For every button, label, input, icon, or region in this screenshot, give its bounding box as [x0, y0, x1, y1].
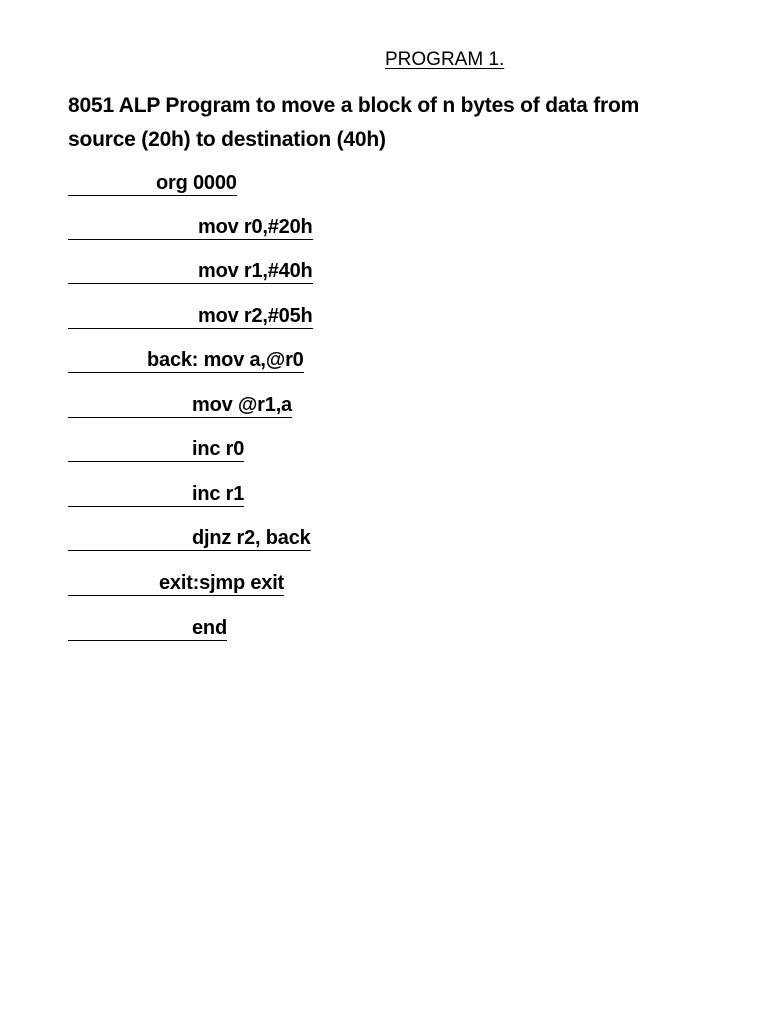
code-line — [68, 570, 284, 596]
program-title — [68, 89, 748, 157]
code-line-text: inc r0 — [192, 438, 245, 460]
code-line — [68, 436, 244, 462]
code-line — [68, 347, 304, 373]
underline-blank — [68, 170, 156, 196]
underline-blank — [68, 481, 192, 507]
underline-blank — [68, 258, 198, 284]
underline-blank — [68, 392, 192, 418]
underline-blank — [68, 347, 147, 373]
underline-blank — [68, 303, 198, 329]
underline-blank — [68, 615, 192, 641]
program-title-line: source (20h) to destination (40h) — [68, 128, 386, 151]
code-line — [68, 214, 313, 240]
code-line — [68, 303, 313, 329]
code-line-text: back: mov a,@r0 — [147, 349, 304, 371]
code-line-text: mov r2,#05h — [198, 305, 313, 327]
code-line-text: org 0000 — [156, 172, 237, 194]
code-line — [68, 525, 311, 551]
code-line — [68, 481, 244, 507]
code-line-text: end — [192, 617, 227, 639]
code-line-text: djnz r2, back — [192, 527, 311, 549]
code-line-text: inc r1 — [192, 483, 245, 505]
code-line-text: mov @r1,a — [192, 394, 292, 416]
code-line — [68, 615, 227, 641]
underline-blank — [68, 570, 159, 596]
code-line-text: mov r0,#20h — [198, 216, 313, 238]
program-heading: PROGRAM 1. — [385, 49, 505, 70]
program-title-line: 8051 ALP Program to move a block of n bytes of data from — [68, 94, 640, 117]
underline-blank — [68, 525, 192, 551]
code-line-text: exit:sjmp exit — [159, 572, 285, 594]
code-line — [68, 392, 292, 418]
code-line — [68, 170, 237, 196]
code-line — [68, 258, 313, 284]
code-line-text: mov r1,#40h — [198, 260, 313, 282]
underline-blank — [68, 214, 198, 240]
underline-blank — [68, 436, 192, 462]
